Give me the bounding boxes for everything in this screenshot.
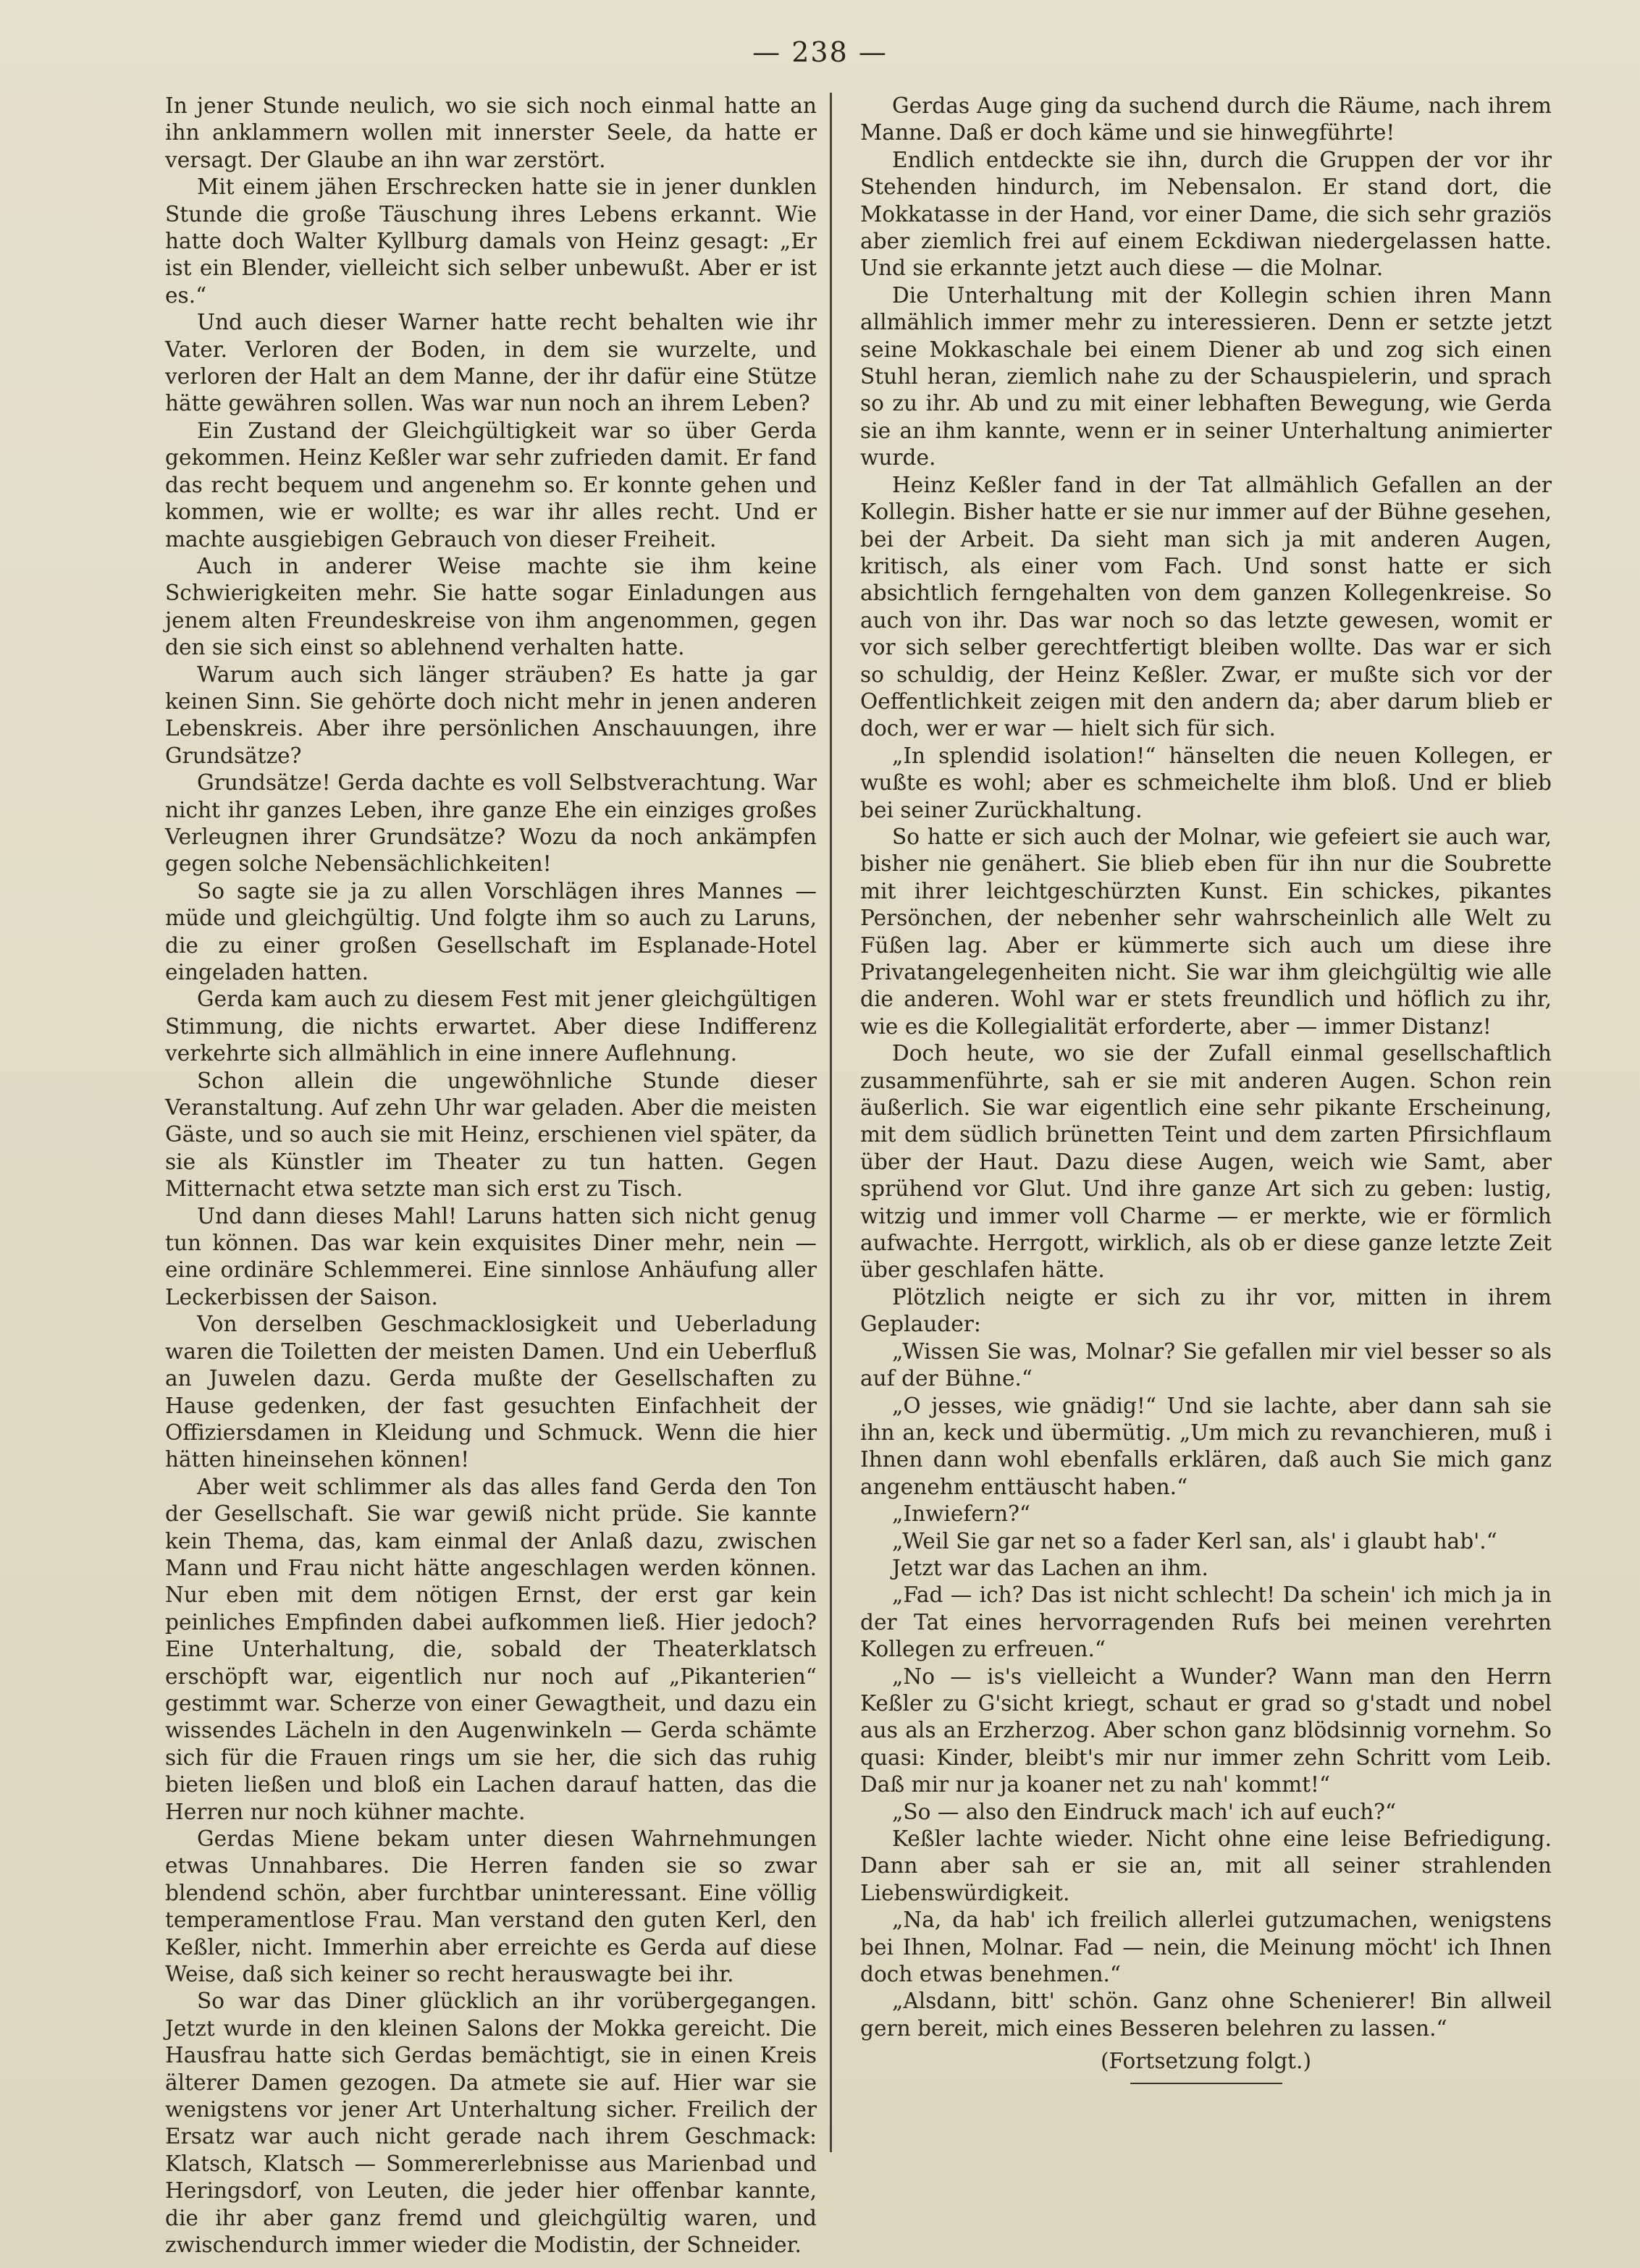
paragraph: „Inwiefern?“ (892, 1501, 1031, 1527)
paragraph: Heinz Keßler fand in der Tat allmählich Gefallen an der Kollegin. Bisher hatte er sie nur immer auf der Bühne gesehen, bei der Arbeit. Da sieht man sich ja mit anderen Augen, kritisch, als einer vom Fach. Und sonst hatte er sich absichtlich ferngehalten von dem ganzen Kollegenkreise. So auch von ihr. Das war noch so das letzte gewesen, womit er vor sich selber gerechtfertigt bleiben wollte. Das war er sich so schuldig, der Heinz Keßler. Zwar, er mußte sich vor der Oeffentlichkeit zeigen mit den andern da; aber darum blieb er doch, wer er war — hielt sich für sich. (860, 472, 1552, 741)
paragraph: Jetzt war das Lachen an ihm. (892, 1555, 1208, 1580)
continuation-note: (Fortsetzung folgt.) (1101, 2049, 1311, 2074)
paragraph: „Alsdann, bitt' schön. Ganz ohne Schenierer! Bin allweil gern bereit, mich eines Besseren belehren zu lassen.“ (860, 1989, 1552, 2041)
paragraph: „No — is's vielleicht a Wunder? Wann man den Herrn Keßler zu G'sicht kriegt, schaut er grad so g'stadt und nobel aus als an Erzherzog. Aber schon ganz blödsinnig vornehm. So quasi: Kinder, bleibt's mir nur immer zehn Schritt vom Leib. Daß mir nur ja koaner net zu nah' kommt!“ (860, 1664, 1552, 1797)
end-rule (1130, 2083, 1282, 2084)
paragraph: Die Unterhaltung mit der Kollegin schien ihren Mann allmählich immer mehr zu interessieren. Denn er setzte jetzt seine Mokkaschale bei einem Diener ab und zog sich einen Stuhl heran, ziemlich nahe zu der Schauspielerin, und sprach so zu ihr. Ab und zu mit einer lebhaften Bewegung, wie Gerda sie an ihm kannte, wenn er in seiner Unterhaltung animierter wurde. (860, 282, 1552, 471)
paragraph: „Na, da hab' ich freilich allerlei gutzumachen, wenigstens bei Ihnen, Molnar. Fad — nein, die Meinung möcht' ich Ihnen doch etwas benehmen.“ (860, 1907, 1552, 1987)
paragraph: „In splendid isolation!“ hänselten die neuen Kollegen, er wußte es wohl; aber es schmeichelte ihm bloß. Und er blieb bei seiner Zurückhaltung. (860, 743, 1552, 822)
paragraph: „So — also den Eindruck mach' ich auf euch?“ (892, 1799, 1397, 1824)
paragraph: Von derselben Geschmacklosigkeit und Ueberladung waren die Toiletten der meisten Damen. Und ein Ueberfluß an Juwelen dazu. Gerda mußte der Gesellschaften zu Hause gedenken, der fast gesuchten Einfachheit der Offiziersdamen in Kleidung und Schmuck. Wenn die hier hätten hineinsehen können! (165, 1312, 817, 1472)
column-divider (830, 93, 832, 2152)
paragraph: „O jesses, wie gnädig!“ Und sie lachte, aber dann sah sie ihn an, keck und übermütig. „Um mich zu revanchieren, muß i Ihnen dann wohl ebenfalls erklären, daß auch Sie mich ganz angenehm enttäuscht haben.“ (860, 1393, 1552, 1499)
paragraph: Gerdas Auge ging da suchend durch die Räume, nach ihrem Manne. Daß er doch käme und sie hinwegführte! (860, 93, 1552, 146)
left-text-column (165, 93, 817, 2259)
paragraph: Plötzlich neigte er sich zu ihr vor, mitten in ihrem Geplauder: (860, 1284, 1552, 1337)
paragraph: „Weil Sie gar net so a fader Kerl san, als' i glaubt hab'.“ (892, 1528, 1497, 1554)
paragraph: Ein Zustand der Gleichgültigkeit war so über Gerda gekommen. Heinz Keßler war sehr zufrieden damit. Er fand das recht bequem und angenehm so. Er konnte gehen und kommen, wie er wollte; es war ihr alles recht. Und er machte ausgiebigen Gebrauch von dieser Freiheit. (165, 418, 817, 552)
paragraph: So hatte er sich auch der Molnar, wie gefeiert sie auch war, bisher nie genähert. Sie blieb eben für ihn nur die Soubrette mit ihrer leichtgeschürzten Kunst. Ein schickes, pikantes Persönchen, der nebenher sehr wahrscheinlich alle Welt zu Füßen lag. Aber er kümmerte sich auch um diese ihre Privatangelegenheiten nicht. Sie war ihm gleichgültig wie alle die anderen. Wohl war er stets freundlich und höflich zu ihr, wie es die Kollegialität erforderte, aber — immer Distanz! (860, 824, 1552, 1039)
paragraph: Endlich entdeckte sie ihn, durch die Gruppen der vor ihr Stehenden hindurch, im Nebensalon. Er stand dort, die Mokkatasse in der Hand, vor einer Dame, die sich sehr graziös aber ziemlich frei auf einem Eckdiwan niedergelassen hatte. Und sie erkannte jetzt auch diese — die Molnar. (860, 147, 1552, 281)
paragraph: Und auch dieser Warner hatte recht behalten wie ihr Vater. Verloren der Boden, in dem sie wurzelte, und verloren der Halt an dem Manne, der ihr dafür eine Stütze hätte gewähren sollen. Was war nun noch an ihrem Leben? (165, 310, 817, 416)
paragraph: Und dann dieses Mahl! Laruns hatten sich nicht genug tun können. Das war kein exquisites Diner mehr, nein — eine ordinäre Schlemmerei. Eine sinnlose Anhäufung aller Leckerbissen der Saison. (165, 1203, 817, 1310)
paragraph: Auch in anderer Weise machte sie ihm keine Schwierigkeiten mehr. Sie hatte sogar Einladungen aus jenem alten Freundeskreise von ihm angenommen, gegen den sie sich einst so ablehnend verhalten hatte. (165, 553, 817, 660)
right-text-column (860, 93, 1552, 2084)
paragraph: Keßler lachte wieder. Nicht ohne eine leise Befriedigung. Dann aber sah er sie an, mit all seiner strahlenden Liebenswürdigkeit. (860, 1826, 1552, 1905)
paragraph: So sagte sie ja zu allen Vorschlägen ihres Mannes — müde und gleichgültig. Und folgte ihm so auch zu Laruns, die zu einer großen Gesellschaft im Esplanade-Hotel eingeladen hatten. (165, 878, 817, 985)
paragraph: Mit einem jähen Erschrecken hatte sie in jener dunklen Stunde die große Täuschung ihres Lebens erkannt. Wie hatte doch Walter Kyllburg damals von Heinz gesagt: „Er ist ein Blender, vielleicht sich selber unbewußt. Aber er ist es.“ (165, 174, 817, 308)
paragraph: In jener Stunde neulich, wo sie sich noch einmal hatte an ihn anklammern wollen mit innerster Seele, da hatte er versagt. Der Glaube an ihn war zerstört. (165, 93, 817, 172)
paragraph: So war das Diner glücklich an ihr vorübergegangen. Jetzt wurde in den kleinen Salons der Mokka gereicht. Die Hausfrau hatte sich Gerdas bemächtigt, sie in einen Kreis älterer Damen gezogen. Da atmete sie auf. Hier war sie wenigstens vor jener Art Unterhaltung sicher. Freilich der Ersatz war auch nicht gerade nach ihrem Geschmack: Klatsch, Klatsch — Sommererlebnisse aus Marienbad und Heringsdorf, von Leuten, die jeder hier offenbar kannte, die ihr aber ganz fremd und gleichgültig waren, und zwischendurch immer wieder die Modistin, der Schneider. (165, 1989, 817, 2258)
paragraph: Grundsätze! Gerda dachte es voll Selbstverachtung. War nicht ihr ganzes Leben, ihre ganze Ehe ein einziges großes Verleugnen ihrer Grundsätze? Wozu da noch ankämpfen gegen solche Nebensächlichkeiten! (165, 770, 817, 877)
paragraph: „Wissen Sie was, Molnar? Sie gefallen mir viel besser so als auf der Bühne.“ (860, 1339, 1552, 1391)
page-number: — 238 — (752, 36, 888, 68)
paragraph: Aber weit schlimmer als das alles fand Gerda den Ton der Gesellschaft. Sie war gewiß nicht prüde. Sie kannte kein Thema, das, kam einmal der Anlaß dazu, zwischen Mann und Frau nicht hätte angeschlagen werden können. Nur eben mit dem nötigen Ernst, der erst gar kein peinliches Empfinden dabei aufkommen ließ. Hier jedoch? Eine Unterhaltung, die, sobald der Theaterklatsch erschöpft war, eigentlich nur noch auf „Pikanterien“ gestimmt war. Scherze von einer Gewagtheit, und dazu ein wissendes Lächeln in den Augenwinkeln — Gerda schämte sich für die Frauen rings um sie her, die sich das ruhig bieten ließen und bloß ein Lachen darauf hatten, das die Herren nur noch kühner machte. (165, 1474, 817, 1824)
paragraph: Gerda kam auch zu diesem Fest mit jener gleichgültigen Stimmung, die nichts erwartet. Aber diese Indifferenz verkehrte sich allmählich in eine innere Auflehnung. (165, 987, 817, 1066)
paragraph: Doch heute, wo sie der Zufall einmal gesellschaftlich zusammenführte, sah er sie mit anderen Augen. Schon rein äußerlich. Sie war eigentlich eine sehr pikante Erscheinung, mit dem südlich brünetten Teint und dem zarten Pfirsichflaum über der Haut. Dazu diese Augen, weich wie Samt, aber sprühend vor Glut. Und ihre ganze Art sich zu geben: lustig, witzig und immer voll Charme — er merkte, wie er förmlich aufwachte. Herrgott, wirklich, als ob er diese ganze letzte Zeit über geschlafen hätte. (860, 1041, 1552, 1283)
paragraph: Warum auch sich länger sträuben? Es hatte ja gar keinen Sinn. Sie gehörte doch nicht mehr in jenen anderen Lebenskreis. Aber ihre persönlichen Anschauungen, ihre Grundsätze? (165, 662, 817, 768)
paragraph: Schon allein die ungewöhnliche Stunde dieser Veranstaltung. Auf zehn Uhr war geladen. Aber die meisten Gäste, und so auch sie mit Heinz, erschienen viel später, da sie als Künstler im Theater zu tun hatten. Gegen Mitternacht etwa setzte man sich erst zu Tisch. (165, 1068, 817, 1202)
paragraph: „Fad — ich? Das ist nicht schlecht! Da schein' ich mich ja in der Tat eines hervorragenden Rufs bei meinen verehrten Kollegen zu erfreuen.“ (860, 1582, 1552, 1662)
paragraph: Gerdas Miene bekam unter diesen Wahrnehmungen etwas Unnahbares. Die Herren fanden sie so zwar blendend schön, aber furchtbar uninteressant. Eine völlig temperamentlose Frau. Man verstand den guten Kerl, den Keßler, nicht. Immerhin aber erreichte es Gerda auf diese Weise, daß sich keiner so recht herauswagte bei ihr. (165, 1826, 817, 1987)
